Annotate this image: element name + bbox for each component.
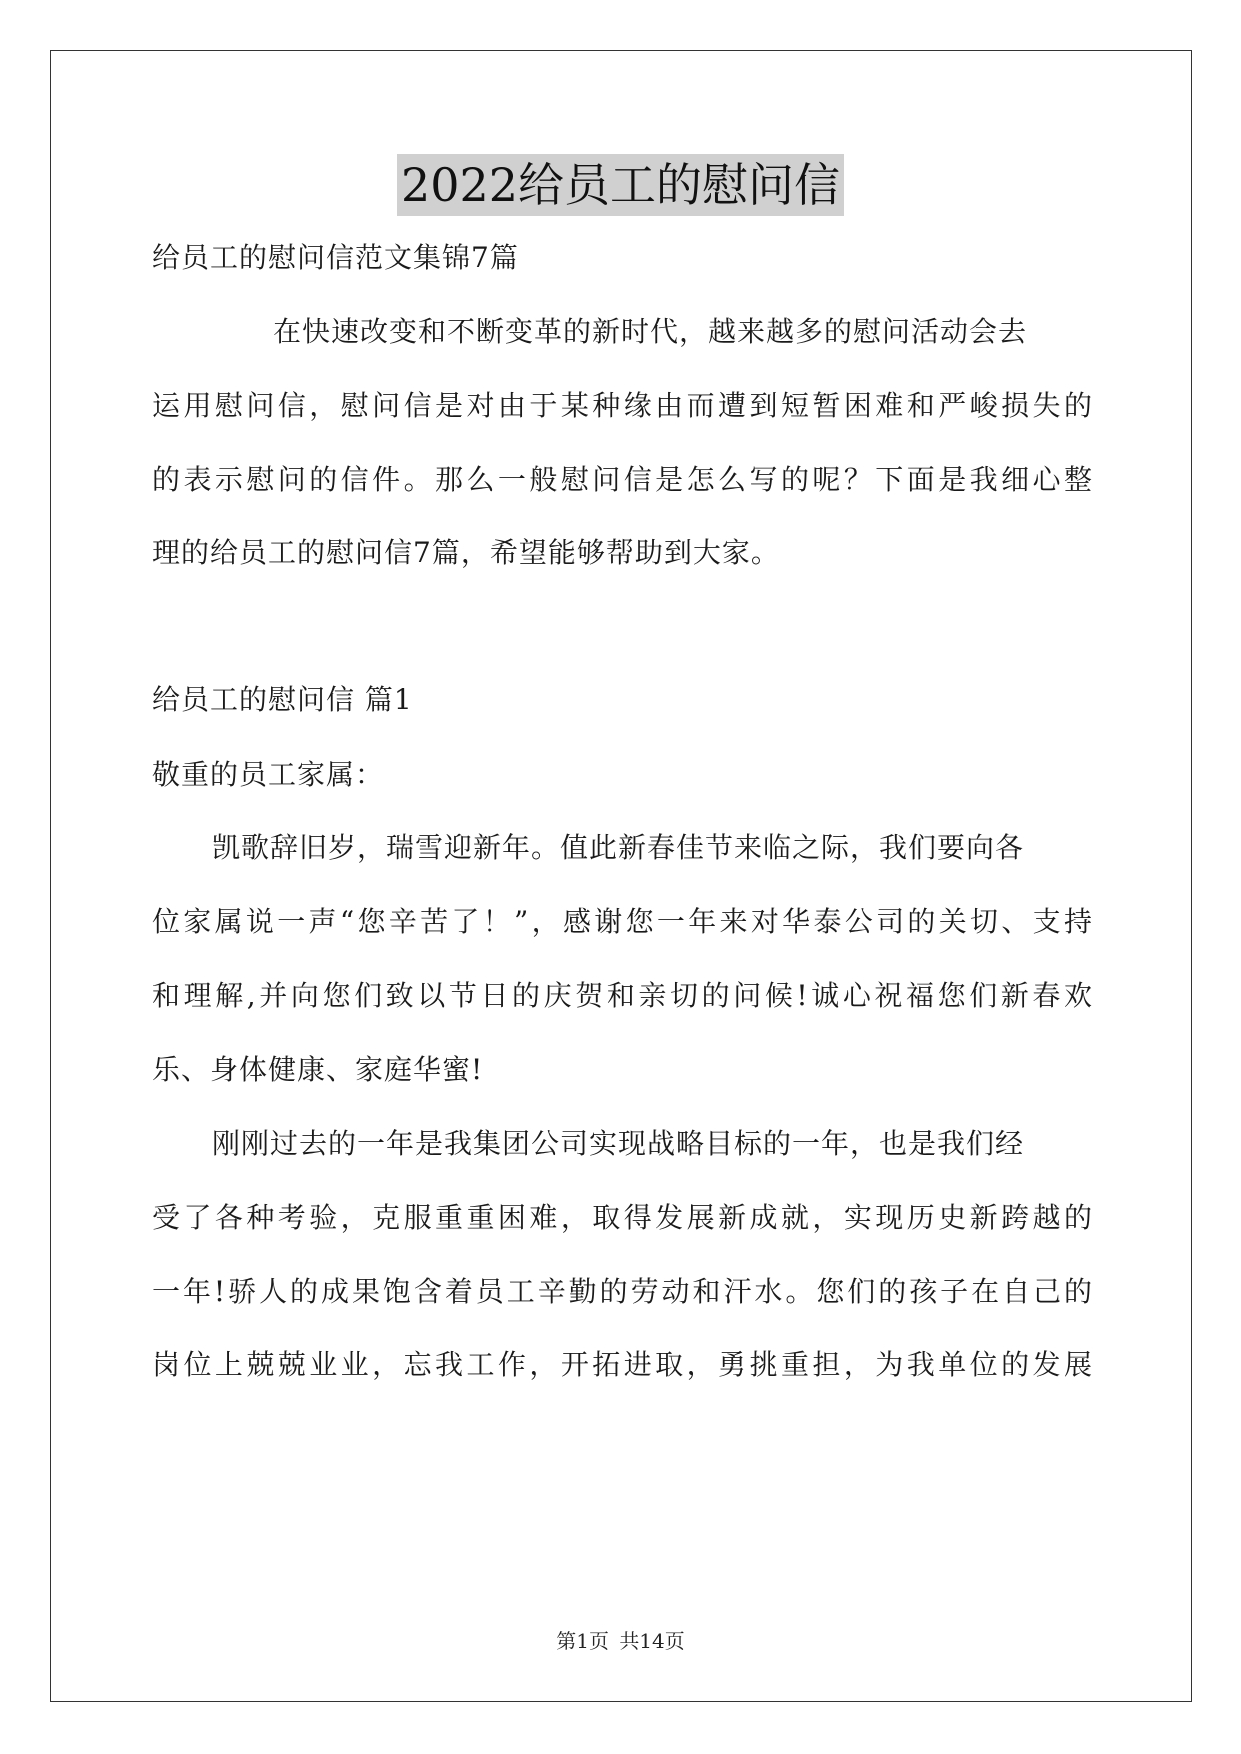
document-subtitle: 给员工的慰问信范文集锦7篇 [152,241,519,274]
page-number: 第1页 [556,1629,609,1653]
intro-line-3: 的表示慰问的信件。那么一般慰问信是怎么写的呢？下面是我细心整 [152,463,1092,496]
page-border [50,50,1192,1702]
para2-line-2: 受了各种考验，克服重重困难，取得发展新成就，实现历史新跨越的 [152,1201,1092,1234]
title-container [0,154,1241,216]
para1-line-2: 位家属说一声“您辛苦了！”，感谢您一年来对华泰公司的关切、支持 [152,905,1092,938]
para2-line-1: 刚刚过去的一年是我集团公司实现战略目标的一年，也是我们经 [212,1127,1025,1160]
para1-line-4: 乐、身体健康、家庭华蜜! [152,1053,484,1086]
para1-line-3: 和理解,并向您们致以节日的庆贺和亲切的问候!诚心祝福您们新春欢 [152,979,1092,1012]
document-title: 2022给员工的慰问信 [397,154,844,216]
para1-line-1: 凯歌辞旧岁，瑞雪迎新年。值此新春佳节来临之际，我们要向各 [212,831,1025,864]
para2-line-3: 一年!骄人的成果饱含着员工辛勤的劳动和汗水。您们的孩子在自己的 [152,1275,1092,1308]
para2-line-4: 岗位上兢兢业业，忘我工作，开拓进取，勇挑重担，为我单位的发展 [152,1348,1092,1381]
salutation: 敬重的员工家属： [152,758,385,791]
section-heading: 给员工的慰问信 篇1 [152,683,413,716]
page-total: 共14页 [619,1629,685,1653]
page-footer [0,1627,1241,1655]
intro-line-1: 在快速改变和不断变革的新时代，越来越多的慰问活动会去 [273,315,1028,348]
intro-line-4: 理的给员工的慰问信7篇，希望能够帮助到大家。 [152,536,780,569]
intro-line-2: 运用慰问信，慰问信是对由于某种缘由而遭到短暂困难和严峻损失的 [152,389,1092,422]
